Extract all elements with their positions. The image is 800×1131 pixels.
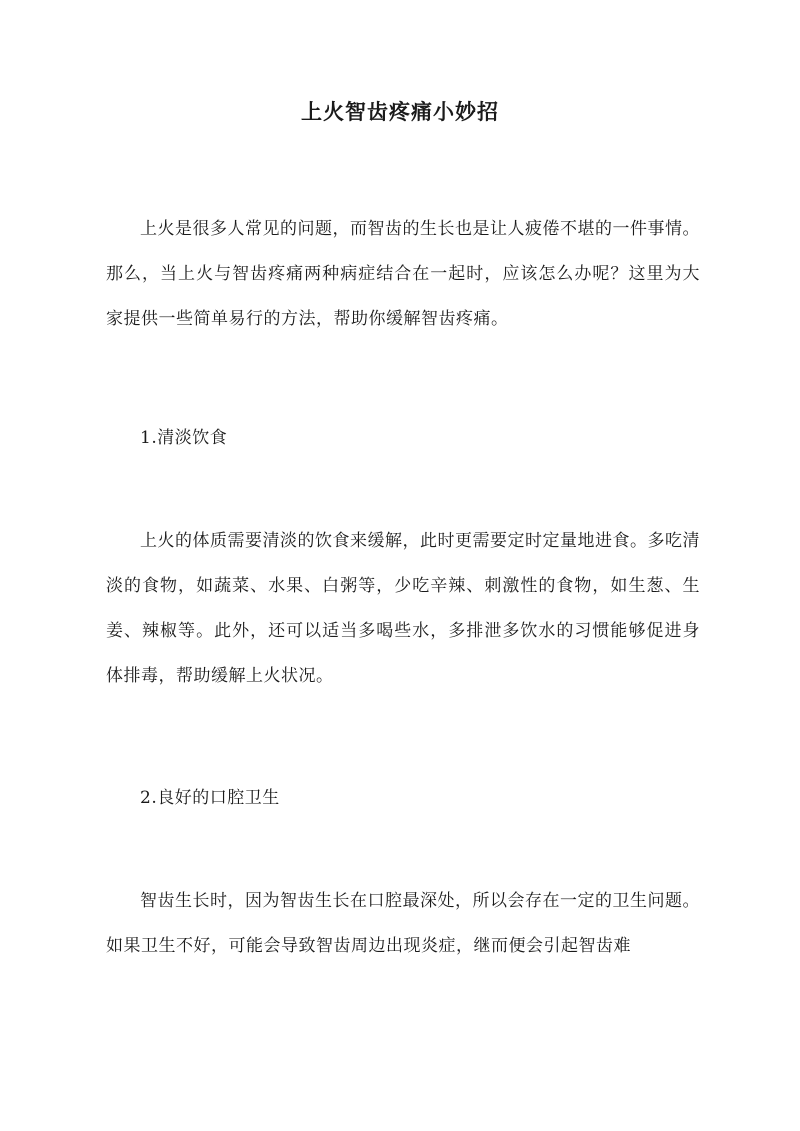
section-body-oral-hygiene: 智齿生长时，因为智齿生长在口腔最深处，所以会存在一定的卫生问题。如果卫生不好，可能会导致智齿周边出现炎症，继而便会引起智齿难 — [106, 891, 700, 956]
intro-paragraph: 上火是很多人常见的问题，而智齿的生长也是让人疲倦不堪的一件事情。那么，当上火与智齿疼痛两种病症结合在一起时，应该怎么办呢？这里为大家提供一些简单易行的方法，帮助你缓解智齿疼痛。 — [106, 219, 700, 329]
document-title: 上火智齿疼痛小妙招 — [301, 99, 499, 124]
section-heading-oral-hygiene: 2.良好的口腔卫生 — [140, 788, 280, 808]
section-body-diet: 上火的体质需要清淡的饮食来缓解，此时更需要定时定量地进食。多吃清淡的食物，如蔬菜、水果、白粥等，少吃辛辣、刺激性的食物，如生葱、生姜、辣椒等。此外，还可以适当多喝些水，多排泄多饮水的习惯能够促进身体排毒，帮助缓解上火状况。 — [106, 531, 700, 686]
section-heading-diet: 1.清淡饮食 — [140, 428, 228, 448]
